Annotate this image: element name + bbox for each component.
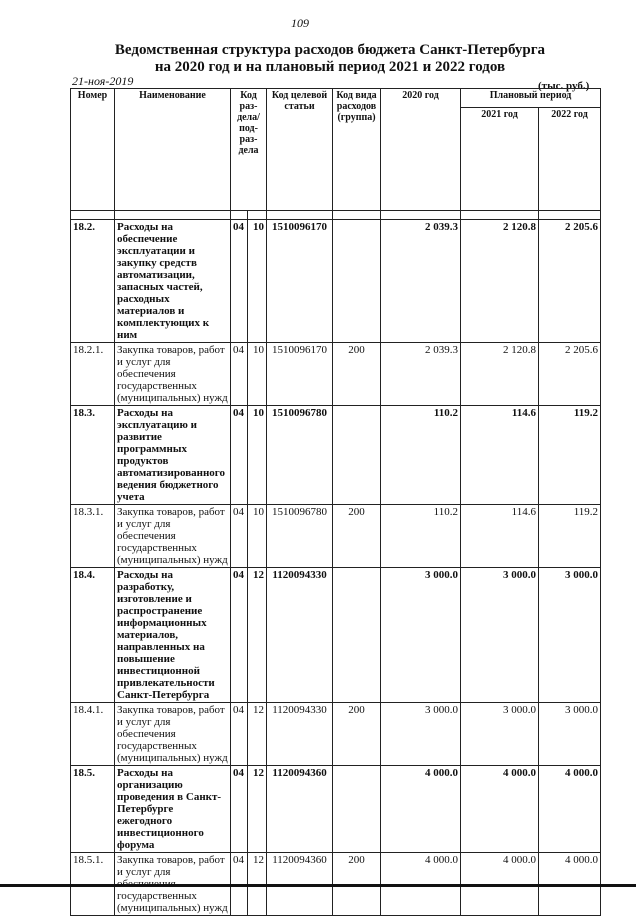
row-target: 1120094360	[267, 766, 333, 853]
table-row	[71, 406, 601, 505]
document-title	[60, 42, 600, 76]
row-subsection: 10	[248, 343, 267, 406]
row-target: 1510096780	[267, 406, 333, 505]
row-subsection: 12	[248, 703, 267, 766]
table-row	[71, 505, 601, 568]
row-2022: 4 000.0	[539, 853, 601, 916]
row-type: 200	[333, 505, 381, 568]
row-2022: 3 000.0	[539, 703, 601, 766]
row-type	[333, 406, 381, 505]
row-type	[333, 220, 381, 343]
header-2022: 2022 год	[539, 108, 601, 211]
row-2021: 114.6	[461, 406, 539, 505]
row-2021: 3 000.0	[461, 703, 539, 766]
row-section: 04	[231, 220, 248, 343]
row-number: 18.5.	[71, 766, 115, 853]
row-section: 04	[231, 853, 248, 916]
row-name: Расходы на обеспечение эксплуатации и закупку средств автоматизации, запасных частей, расходных материалов и комплектующих к ним	[115, 220, 231, 343]
row-name: Расходы на организацию проведения в Санкт-Петербурге ежегодного инвестиционного форума	[115, 766, 231, 853]
row-2020: 3 000.0	[381, 568, 461, 703]
row-2020: 4 000.0	[381, 766, 461, 853]
row-2020: 2 039.3	[381, 343, 461, 406]
row-subsection: 12	[248, 568, 267, 703]
row-subsection: 12	[248, 853, 267, 916]
row-name: Закупка товаров, работ и услуг для обеспечения государственных (муниципальных) нужд	[115, 703, 231, 766]
row-2020: 3 000.0	[381, 703, 461, 766]
spacer-row	[71, 211, 601, 220]
units-label: (тыс. руб.)	[538, 80, 590, 92]
table-row	[71, 343, 601, 406]
row-target: 1510096780	[267, 505, 333, 568]
header-type: Код вида расходов (группа)	[333, 89, 381, 211]
row-section: 04	[231, 505, 248, 568]
row-type	[333, 766, 381, 853]
header-2020: 2020 год	[381, 89, 461, 211]
header-planned-period: Плановый период	[461, 89, 601, 108]
row-section: 04	[231, 343, 248, 406]
row-2020: 4 000.0	[381, 853, 461, 916]
row-target: 1120094330	[267, 703, 333, 766]
title-line-2: на 2020 год и на плановый период 2021 и 2022 годов	[154, 59, 506, 75]
row-number: 18.4.	[71, 568, 115, 703]
row-2021: 114.6	[461, 505, 539, 568]
row-2022: 2 205.6	[539, 220, 601, 343]
row-number: 18.5.1.	[71, 853, 115, 916]
row-name: Закупка товаров, работ и услуг для обеспечения государственных (муниципальных) нужд	[115, 505, 231, 568]
bottom-rule	[0, 884, 636, 887]
row-target: 1120094330	[267, 568, 333, 703]
row-section: 04	[231, 766, 248, 853]
row-2022: 2 205.6	[539, 343, 601, 406]
row-number: 18.3.	[71, 406, 115, 505]
row-2021: 2 120.8	[461, 343, 539, 406]
row-2021: 3 000.0	[461, 568, 539, 703]
row-2022: 119.2	[539, 406, 601, 505]
table-row	[71, 220, 601, 343]
row-number: 18.3.1.	[71, 505, 115, 568]
row-number: 18.2.	[71, 220, 115, 343]
row-2020: 110.2	[381, 406, 461, 505]
row-name: Закупка товаров, работ и услуг для обеспечения государственных (муниципальных) нужд	[115, 343, 231, 406]
row-2022: 119.2	[539, 505, 601, 568]
row-2021: 2 120.8	[461, 220, 539, 343]
header-target: Код целевой статьи	[267, 89, 333, 211]
row-2021: 4 000.0	[461, 766, 539, 853]
row-name: Закупка товаров, работ и услуг для государственных (муниципальных) нужд	[115, 853, 231, 916]
header-name: Наименование	[115, 89, 231, 211]
row-section: 04	[231, 406, 248, 505]
row-type: 200	[333, 703, 381, 766]
table-row	[71, 568, 601, 703]
row-2020: 110.2	[381, 505, 461, 568]
page-number: 109	[291, 16, 309, 30]
row-target: 1510096170	[267, 343, 333, 406]
row-2020: 2 039.3	[381, 220, 461, 343]
row-subsection: 10	[248, 505, 267, 568]
row-number: 18.4.1.	[71, 703, 115, 766]
header-number: Номер	[71, 89, 115, 211]
row-subsection: 12	[248, 766, 267, 853]
row-2022: 3 000.0	[539, 568, 601, 703]
row-type: 200	[333, 343, 381, 406]
row-number: 18.2.1.	[71, 343, 115, 406]
header-section: Код раз-дела/ под-раз-дела	[231, 89, 267, 211]
title-line-1: Ведомственная структура расходов бюджета Санкт-Петербурга	[114, 42, 546, 58]
document-date: 21-ноя-2019	[72, 74, 134, 88]
row-2021: 4 000.0	[461, 853, 539, 916]
row-subsection: 10	[248, 406, 267, 505]
row-subsection: 10	[248, 220, 267, 343]
row-section: 04	[231, 703, 248, 766]
row-name: Расходы на разработку, изготовление и распространение информационных материалов, направленных на повышение инвестиционной привлекательности Санкт-Петербурга	[115, 568, 231, 703]
row-type: 200	[333, 853, 381, 916]
table-row	[71, 703, 601, 766]
budget-table	[70, 88, 601, 916]
row-section: 04	[231, 568, 248, 703]
row-target: 1120094360	[267, 853, 333, 916]
header-2021: 2021 год	[461, 108, 539, 211]
row-name: Расходы на эксплуатацию и развитие программных продуктов автоматизированного ведения бюджетного учета	[115, 406, 231, 505]
row-target: 1510096170	[267, 220, 333, 343]
row-2022: 4 000.0	[539, 766, 601, 853]
row-type	[333, 568, 381, 703]
table-row	[71, 766, 601, 853]
